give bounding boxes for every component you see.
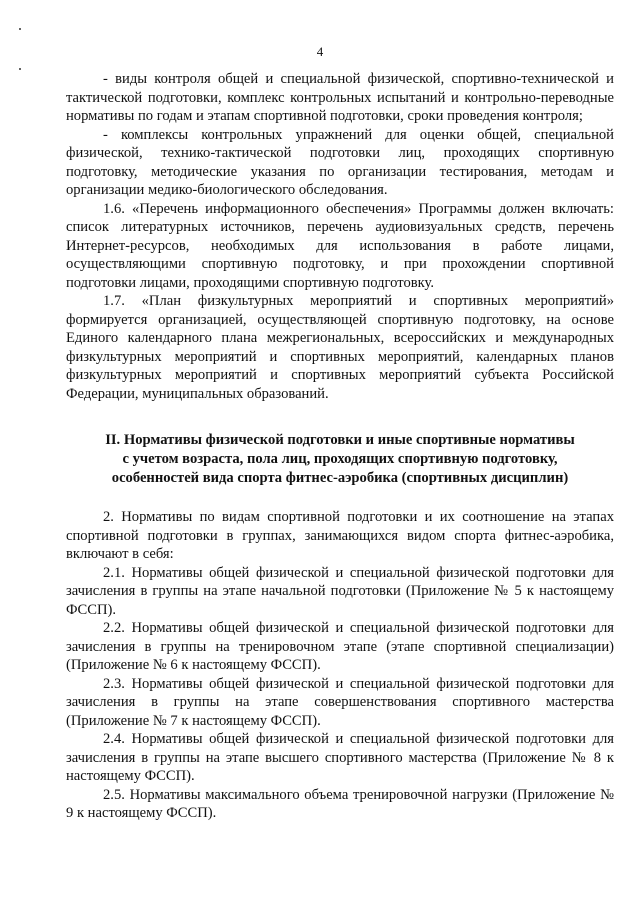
page-number: 4 [316, 44, 324, 59]
paragraph: 1.7. «План физкультурных мероприятий и спортивных мероприятий» формируется организацией, осуществляющей спортивную подготовку, на основе Единого календарного плана межрегиональных, всероссийских и международных физкультурных мероприятий и спортивных мероприятий, календарных планов физкультурных мероприятий и спортивных мероприятий субъекта Российской Федерации, муниципальных образований. [66, 293, 614, 402]
paragraph: 2.2. Нормативы общей физической и специальной физической подготовки для зачисления в группы на тренировочном этапе (этапе спортивной специализации) (Приложение № 6 к настоящему ФССП). [66, 620, 614, 673]
paragraph: 2.3. Нормативы общей физической и специальной физической подготовки для зачисления в группы на этапе совершенствования спортивного мастерства (Приложение № 7 к настоящему ФССП). [66, 675, 614, 729]
paragraph: - виды контроля общей и специальной физической, спортивно-технической и тактической подготовки, комплекс контрольных испытаний и контрольно-переводные нормативы по годам и этапам спортивной подготовки, сроки проведения контроля; [66, 71, 614, 124]
section-heading-line: с учетом возраста, пола лиц, проходящих спортивную подготовку, [122, 451, 558, 467]
paragraph: 2.5. Нормативы максимального объема тренировочной нагрузки (Приложение № 9 к настоящему ФССП). [66, 786, 614, 821]
section-heading-line: II. Нормативы физической подготовки и иные спортивные нормативы [105, 432, 575, 448]
paragraph: 2. Нормативы по видам спортивной подготовки и их соотношение на этапах спортивной подготовки в группах, занимающихся видом спорта фитнес-аэробика, включают в себя: [66, 509, 614, 562]
document-body [66, 70, 614, 823]
scan-speck [19, 28, 21, 30]
scan-speck [19, 68, 21, 70]
paragraph: 1.6. «Перечень информационного обеспечения» Программы должен включать: список литературных источников, перечень аудиовизуальных средств, перечень Интернет-ресурсов, необходимых для использования в работе лицами, осуществляющими спортивную подготовку, и при прохождении спортивной подготовки лицами, проходящими спортивную подготовку. [66, 200, 614, 291]
paragraph: 2.1. Нормативы общей физической и специальной физической подготовки для зачисления в группы на этапе начальной подготовки (Приложение № 5 к настоящему ФССП). [66, 564, 614, 618]
section-heading [66, 431, 614, 488]
paragraph: - комплексы контрольных упражнений для оценки общей, специальной физической, технико-тактической подготовки лиц, проходящих спортивную подготовку, методические указания по организации тестирования, методам и организации медико-биологического обследования. [66, 126, 614, 198]
paragraph: 2.4. Нормативы общей физической и специальной физической подготовки для зачисления в группы на этапе высшего спортивного мастерства (Приложение № 8 к настоящему ФССП). [66, 731, 614, 784]
section-heading-line: особенностей вида спорта фитнес-аэробика (спортивных дисциплин) [111, 470, 569, 486]
